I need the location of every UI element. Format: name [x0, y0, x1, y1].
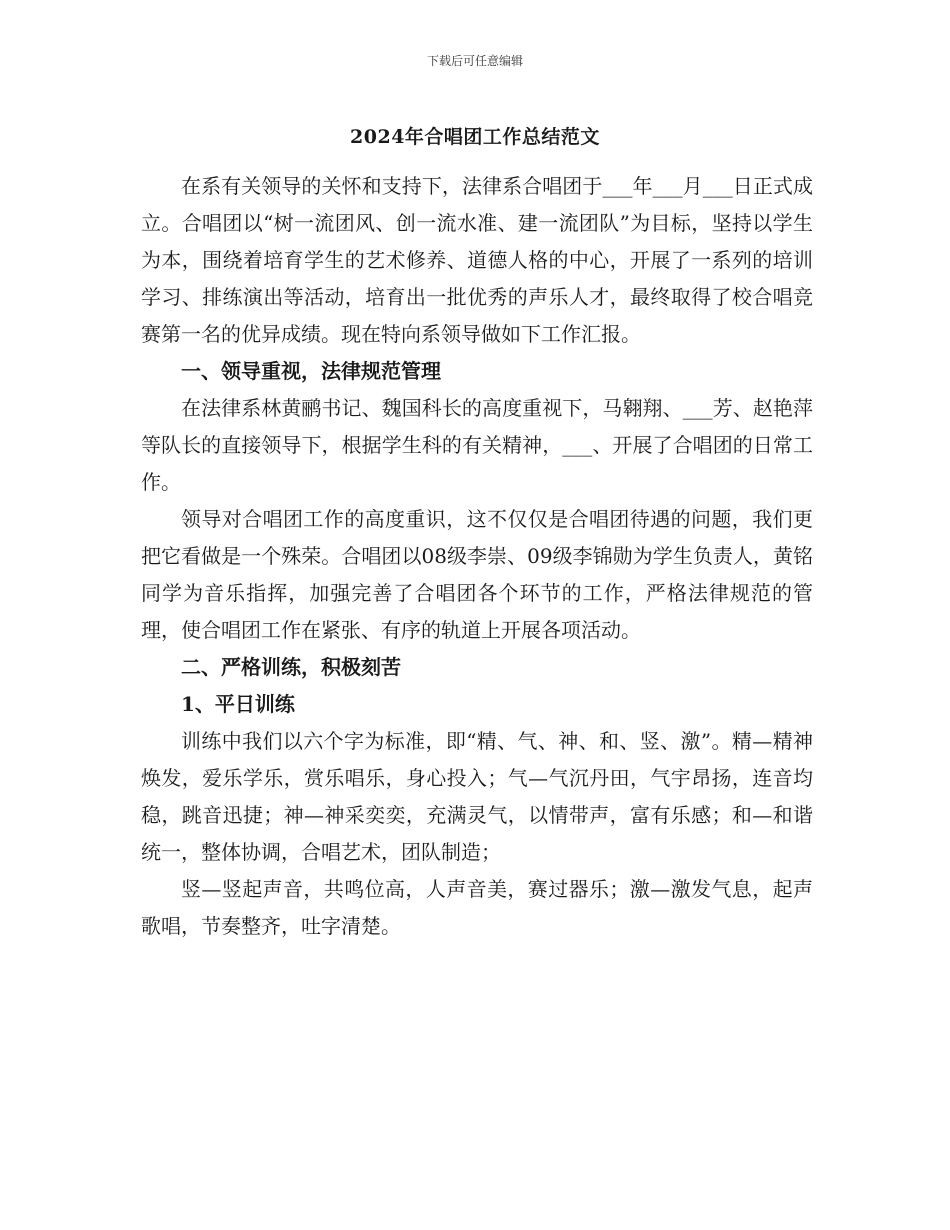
document-title: 2024年合唱团工作总结范文: [350, 126, 600, 148]
header-note: 下载后可任意编辑: [426, 54, 523, 68]
subsection-heading-1: 1、平日训练: [181, 692, 295, 716]
paragraph-section2-1: 训练中我们以六个字为标准，即“精、气、神、和、竖、激”。精—精神焕发，爱乐学乐，赏乐唱乐，身心投入；气—气沉丹田，气宇昂扬，连音均稳，跳音迅捷；神—神采奕奕，充满灵气，以情带声，富有乐感；和—和谐统一，整体协调，合唱艺术，团队制造；: [141, 729, 813, 864]
paragraph-section1-1: 在法律系林黄鹂书记、魏国科长的高度重视下，马翱翔、___芳、赵艳萍等队长的直接领导下，根据学生科的有关精神，___、开展了合唱团的日常工作。: [141, 396, 813, 494]
paragraph-intro: 在系有关领导的关怀和支持下，法律系合唱团于___年___月___日正式成立。合唱团以“树一流团风、创一流水准、建一流团队”为目标，坚持以学生为本，围绕着培育学生的艺术修养、道德人格的中心，开展了一系列的培训学习、排练演出等活动，培育出一批优秀的声乐人才，最终取得了校合唱竞赛第一名的优异成绩。现在特向系领导做如下工作汇报。: [141, 174, 813, 346]
document-body: [141, 168, 813, 945]
paragraph-section1-2: 领导对合唱团工作的高度重识，这不仅仅是合唱团待遇的问题，我们更把它看做是一个殊荣。合唱团以08级李崇、09级李锦勋为学生负责人，黄铭同学为音乐指挥，加强完善了合唱团各个环节的工作，严格法律规范的管理，使合唱团工作在紧张、有序的轨道上开展各项活动。: [141, 507, 813, 642]
paragraph-section2-2: 竖—竖起声音，共鸣位高，人声音美，赛过器乐；激—激发气息，起声歌唱，节奏整齐，吐字清楚。: [141, 877, 813, 938]
section-heading-2: 二、严格训练，积极刻苦: [181, 655, 401, 679]
section-heading-1: 一、领导重视，法律规范管理: [181, 359, 441, 383]
